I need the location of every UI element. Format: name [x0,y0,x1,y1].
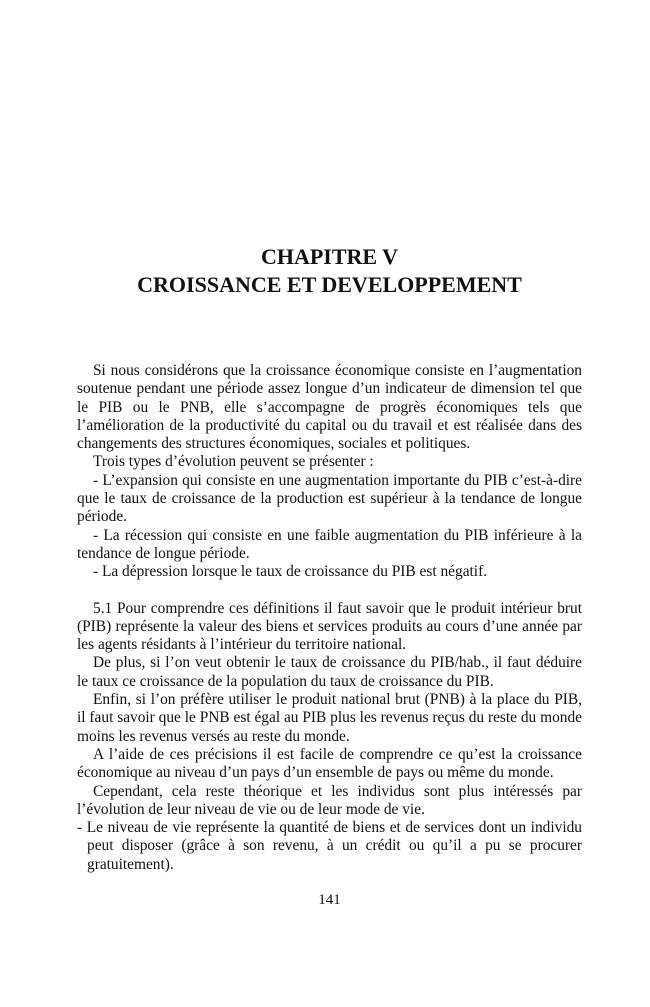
paragraph-definitions: 5.1 Pour comprendre ces définitions il faut savoir que le produit intérieur brut (PIB) représente la valeur des biens et services produits au cours d’une année par les agents résidants à l’intérieur du territoire national. [77,599,582,654]
paragraph-intro: Si nous considérons que la croissance économique consiste en l’augmentation soutenue pendant une période assez longue d’un indicateur de dimension tel que le PIB ou le PNB, elle s’accompagne de progrès économiques tels que l’amélioration de la productivité du capital ou du travail et est réalisée dans des changements des structures économiques, sociales et politiques. [77,362,582,453]
body-text [77,362,582,874]
list-item-recession: - La récession qui consiste en une faible augmentation du PIB inférieure à la tendance de longue période. [77,526,582,562]
list-item-niveau-de-vie: - Le niveau de vie représente la quantité de biens et de services dont un individu peut disposer (grâce à son revenu, à un crédit ou qu’il a pu se procurer gratuitement). [77,819,582,873]
document-page [77,0,582,1007]
chapter-heading [77,244,582,298]
chapter-number: CHAPITRE V [260,244,399,269]
list-item-depression: - La dépression lorsque le taux de croissance du PIB est négatif. [93,563,488,581]
paragraph-pnb: Enfin, si l’on préfère utiliser le produit national brut (PNB) à la place du PIB, il faut savoir que le PNB est égal au PIB plus les revenus reçus du reste du monde moins les revenus versés au reste du monde. [77,691,582,745]
chapter-title: CROISSANCE ET DEVELOPPEMENT [137,272,522,297]
page-number: 141 [318,892,341,908]
paragraph-types: Trois types d’évolution peuvent se présenter : [93,453,374,471]
list-item-expansion: - L’expansion qui consiste en une augmentation importante du PIB c’est-à-dire que le taux de croissance de la production est supérieur à la tendance de longue période. [77,471,582,526]
paragraph-cependant: Cependant, cela reste théorique et les individus sont plus intéressés par l’évolution de leur niveau de vie ou de leur mode de vie. [77,782,582,818]
paragraph-pib-hab: De plus, si l’on veut obtenir le taux de croissance du PIB/hab., il faut déduire le taux ce croissance de la population du taux de croissance du PIB. [77,654,582,690]
paragraph-precisions: A l’aide de ces précisions il est facile de comprendre ce qu’est la croissance économique au niveau d’un pays d’un ensemble de pays ou même du monde. [77,745,582,782]
